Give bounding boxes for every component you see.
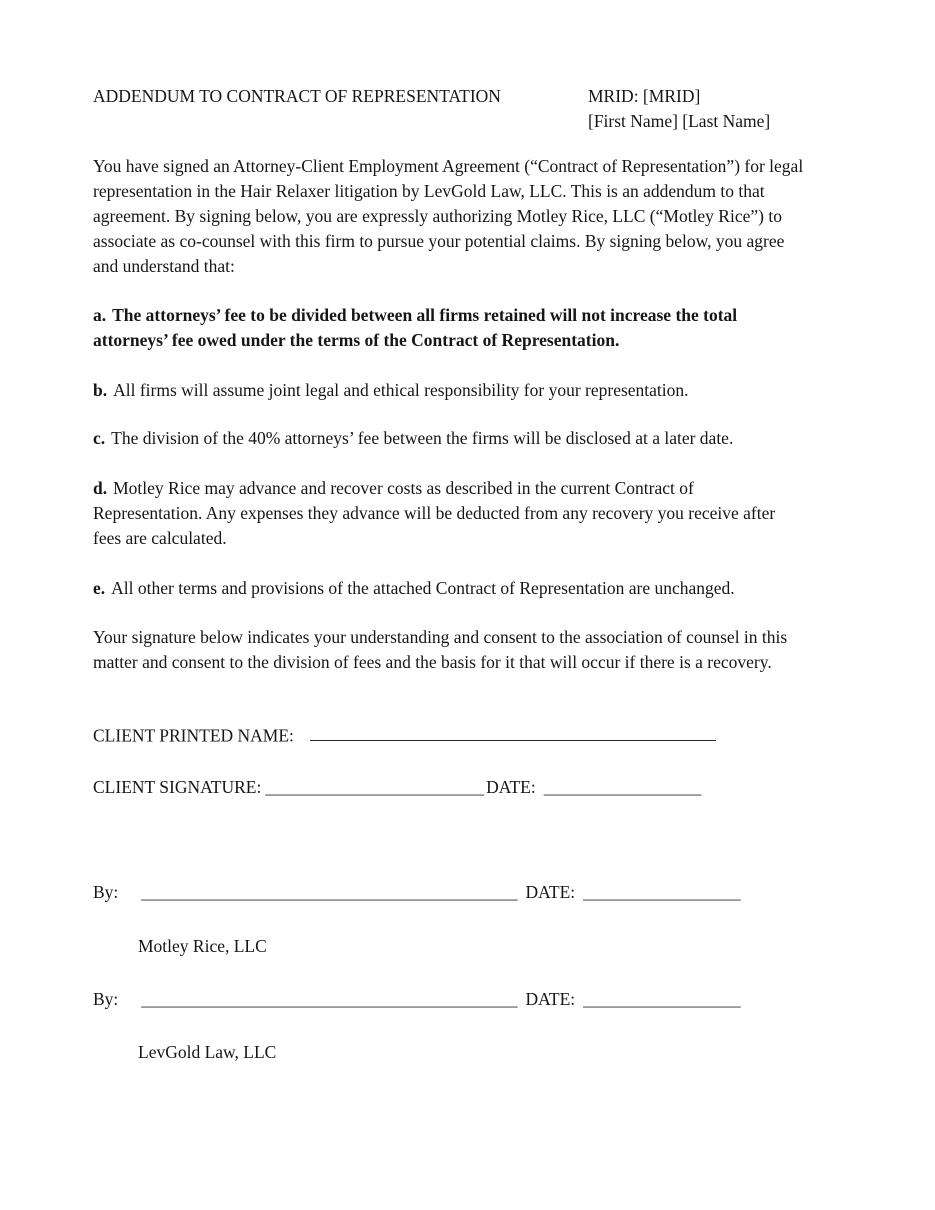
intro-paragraph: You have signed an Attorney-Client Employment Agreement (“Contract of Representation”) for legal representation in the Hair Relaxer litigation by LevGold Law, LLC. This is an addendum to that agreement. By signing below, you are expressly authorizing Motley Rice, LLC (“Motley Rice”) to associate as co-counsel with this firm to pursue your potential claims. By signing below, you agree and understand that: bbox=[93, 156, 804, 276]
clause-c-letter: c. bbox=[93, 428, 106, 448]
motley-rice-by-label: By: bbox=[93, 882, 119, 903]
motley-rice-signature-blank[interactable]: ___________________________________________ bbox=[141, 882, 518, 903]
clause-b-letter: b. bbox=[93, 380, 108, 400]
levgold-signature-blank[interactable]: ___________________________________________ bbox=[141, 989, 518, 1010]
clause-e-text: All other terms and provisions of the attached Contract of Representation are unchanged. bbox=[111, 578, 735, 598]
clause-a bbox=[93, 303, 805, 353]
clause-c-text: The division of the 40% attorneys’ fee between the firms will be disclosed at a later date. bbox=[111, 428, 734, 448]
clause-e bbox=[93, 576, 805, 601]
clause-b bbox=[93, 378, 805, 403]
clause-d bbox=[93, 476, 805, 551]
client-signature-blank[interactable]: _________________________ bbox=[265, 777, 485, 798]
levgold-date-label: DATE: bbox=[525, 989, 576, 1010]
motley-rice-date-label: DATE: bbox=[525, 882, 576, 903]
clause-c bbox=[93, 426, 805, 451]
motley-rice-date-blank[interactable]: __________________ bbox=[583, 882, 741, 903]
motley-rice-firm-name: Motley Rice, LLC bbox=[138, 936, 267, 957]
levgold-firm-name: LevGold Law, LLC bbox=[138, 1042, 277, 1063]
client-date-label: DATE: bbox=[486, 777, 536, 798]
document-title: ADDENDUM TO CONTRACT OF REPRESENTATION bbox=[93, 86, 501, 106]
levgold-by-label: By: bbox=[93, 989, 119, 1010]
client-name-field: [First Name] [Last Name] bbox=[588, 111, 771, 131]
clause-a-letter: a. bbox=[93, 305, 107, 325]
motley-rice-by-row bbox=[93, 880, 805, 905]
client-printed-name-label: CLIENT PRINTED NAME: bbox=[93, 725, 294, 746]
document-header bbox=[93, 84, 805, 134]
clause-b-text: All firms will assume joint legal and ethical responsibility for your representation. bbox=[113, 380, 689, 400]
client-printed-name-blank[interactable] bbox=[310, 722, 716, 741]
document-content bbox=[93, 84, 805, 1065]
clause-a-text: The attorneys’ fee to be divided between all firms retained will not increase the total attorneys’ fee owed under the terms of the Contract of Representation. bbox=[93, 305, 738, 350]
client-signature-label: CLIENT SIGNATURE: bbox=[93, 777, 262, 798]
clause-d-letter: d. bbox=[93, 478, 108, 498]
clause-e-letter: e. bbox=[93, 578, 106, 598]
levgold-date-blank[interactable]: __________________ bbox=[583, 989, 741, 1010]
consent-paragraph: Your signature below indicates your understanding and consent to the association of counsel in this matter and consent to the division of fees and the basis for it that will occur if there is a recovery. bbox=[93, 627, 788, 672]
clause-d-text: Motley Rice may advance and recover costs as described in the current Contract of Representation. Any expenses they advance will be deducted from any recovery you receive after fees are calculated. bbox=[93, 478, 776, 548]
header-client-info bbox=[588, 84, 770, 134]
client-signature-row bbox=[93, 775, 805, 800]
client-date-blank[interactable]: __________________ bbox=[543, 777, 702, 798]
levgold-by-row bbox=[93, 987, 805, 1012]
mrid-field: MRID: [MRID] bbox=[588, 86, 701, 106]
client-printed-name-row bbox=[93, 722, 805, 748]
